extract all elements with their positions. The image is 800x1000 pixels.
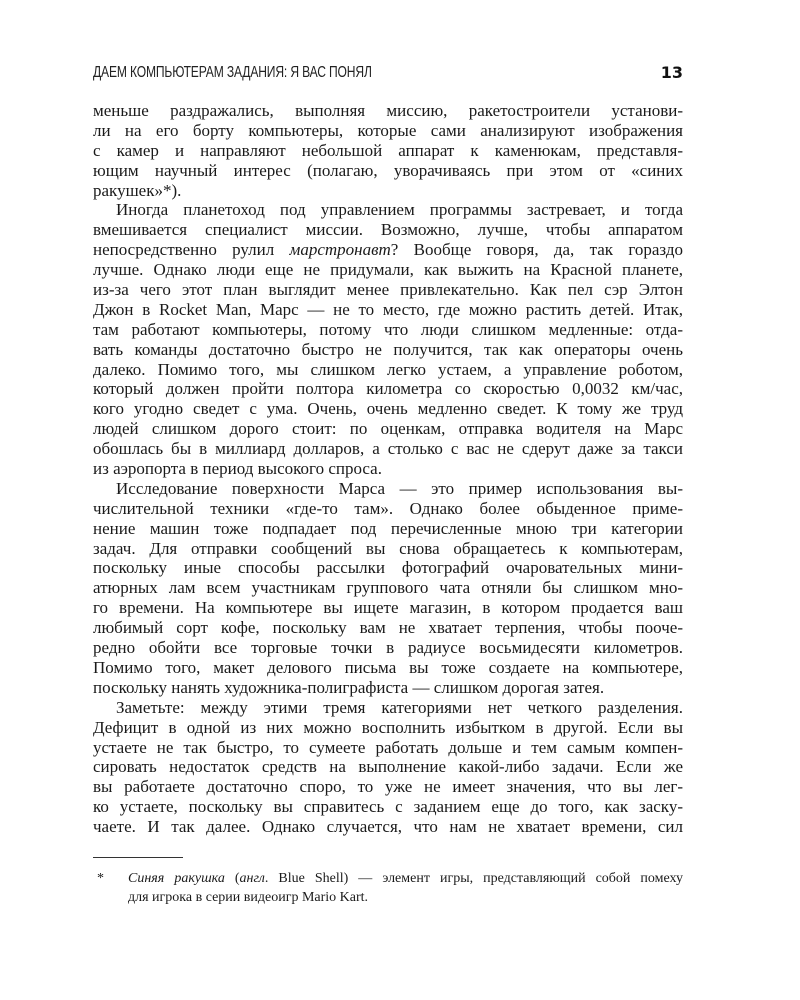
footnote-line <box>128 869 683 888</box>
text-segment: . Blue Shell) — элемент игры, представляющий собой помеху <box>264 871 683 886</box>
text-segment: непосредственно рулил <box>93 240 290 260</box>
text-line: из аэропорта в период высокого спроса. <box>93 459 382 479</box>
footnote-rule <box>93 857 183 858</box>
text-segment: ? Вообще говоря, да, так гораздо <box>390 240 683 260</box>
italic-text: Синяя ракушка <box>128 871 225 886</box>
text-line: вы работаете достаточно споро, то уже не имеет значения, что вы лег- <box>93 777 683 797</box>
footnote-line: для игрока в серии видеоигр Mario Kart. <box>128 890 369 905</box>
text-line: с камер и направляют небольшой аппарат к каменюкам, представля- <box>93 140 683 160</box>
text-line: ко устаете, поскольку вы справитесь с заданием еще до того, как заску- <box>93 797 683 817</box>
text-line: который должен пройти полтора километра со скоростью 0,0032 км/час, <box>93 379 683 399</box>
text-line: ракушек»*). <box>93 180 182 200</box>
footnote-text <box>128 869 683 907</box>
text-line: там работают компьютеры, потому что люди слишком медленные: отда- <box>93 319 683 339</box>
page-number: 13 <box>660 63 683 82</box>
running-header <box>93 64 683 86</box>
body-text <box>93 101 683 837</box>
text-line: го времени. На компьютере вы ищете магазин, в котором продается ваш <box>93 598 683 618</box>
text-line: далеко. Помимо того, мы слишком легко устаем, а управление роботом, <box>93 359 683 379</box>
running-title: ДАЕМ КОМПЬЮТЕРАМ ЗАДАНИЯ: Я ВАС ПОНЯЛ <box>93 64 372 81</box>
text-line: поскольку иные способы рассылки фотографий очаровательных мини- <box>93 558 683 578</box>
paragraph <box>93 200 683 478</box>
text-line: Помимо того, макет делового письма вы тоже создаете на компьютере, <box>93 657 683 677</box>
text-line: кого угодно сведет с ума. Очень, очень медленно сведет. К тому же труд <box>93 399 683 419</box>
text-line: задач. Для отправки сообщений вы снова обращаетесь к компьютерам, <box>93 538 683 558</box>
text-line <box>93 240 683 260</box>
text-segment: ( <box>224 871 240 886</box>
paragraph <box>93 698 683 837</box>
paragraph <box>93 479 683 698</box>
text-line: ющим научный интерес (полагаю, уворачиваясь при этом от «синих <box>93 160 683 180</box>
footnote-mark: * <box>97 871 104 886</box>
text-line: любимый сорт кофе, поскольку вам не хватает терпения, чтобы пооче- <box>93 618 683 638</box>
text-line: лучше. Однако люди еще не придумали, как выжить на Красной планете, <box>93 260 683 280</box>
text-line: обошлась бы в миллиард долларов, а столько с вас не сдерут даже за такси <box>93 439 683 459</box>
text-line: людей слишком дорого стоит: по оценкам, отправка водителя на Марс <box>93 419 683 439</box>
text-line: из-за чего этот план выглядит менее привлекательно. Как пел сэр Элтон <box>93 280 683 300</box>
italic-text: англ <box>239 871 265 886</box>
text-line: поскольку нанять художника-полиграфиста — слишком дорогая затея. <box>93 677 605 697</box>
text-line: атюрных лам всем участникам группового чата отняли бы слишком мно- <box>93 578 683 598</box>
paragraph <box>93 101 683 200</box>
text-line: Заметьте: между этими тремя категориями нет четкого разделения. <box>116 697 683 717</box>
text-line: числительной техники «где-то там». Однако более обыденное приме- <box>93 498 683 518</box>
text-line: редно обойти все торговые точки в радиусе восьмидесяти километров. <box>93 638 683 658</box>
footnote <box>93 869 683 907</box>
text-line: Исследование поверхности Марса — это пример использования вы- <box>116 478 683 498</box>
text-line: Иногда планетоход под управлением программы застревает, и тогда <box>116 200 683 220</box>
italic-text: марстронавт <box>289 240 391 260</box>
text-line: Джон в Rocket Man, Марс — не то место, где можно растить детей. Итак, <box>93 299 683 319</box>
text-line: Дефицит в одной из них можно восполнить избытком в другой. Если вы <box>93 717 683 737</box>
text-line: нение машин тоже подпадает под перечисленные мною три категории <box>93 518 683 538</box>
text-line: чаете. И так далее. Однако случается, что нам не хватает времени, сил <box>93 817 683 837</box>
text-line: ли на его борту компьютеры, которые сами анализируют изображения <box>93 120 683 140</box>
text-line: вать команды достаточно быстро не получится, так как операторы очень <box>93 339 683 359</box>
text-line: сировать недостаток средств на выполнение какой-либо задачи. Если же <box>93 757 683 777</box>
text-line: вмешивается специалист миссии. Возможно, лучше, чтобы аппаратом <box>93 220 683 240</box>
text-line: меньше раздражались, выполняя миссию, ракетостроители установи- <box>93 101 683 120</box>
text-line: устаете не так быстро, то сумеете работать дольше и тем самым компен- <box>93 737 683 757</box>
